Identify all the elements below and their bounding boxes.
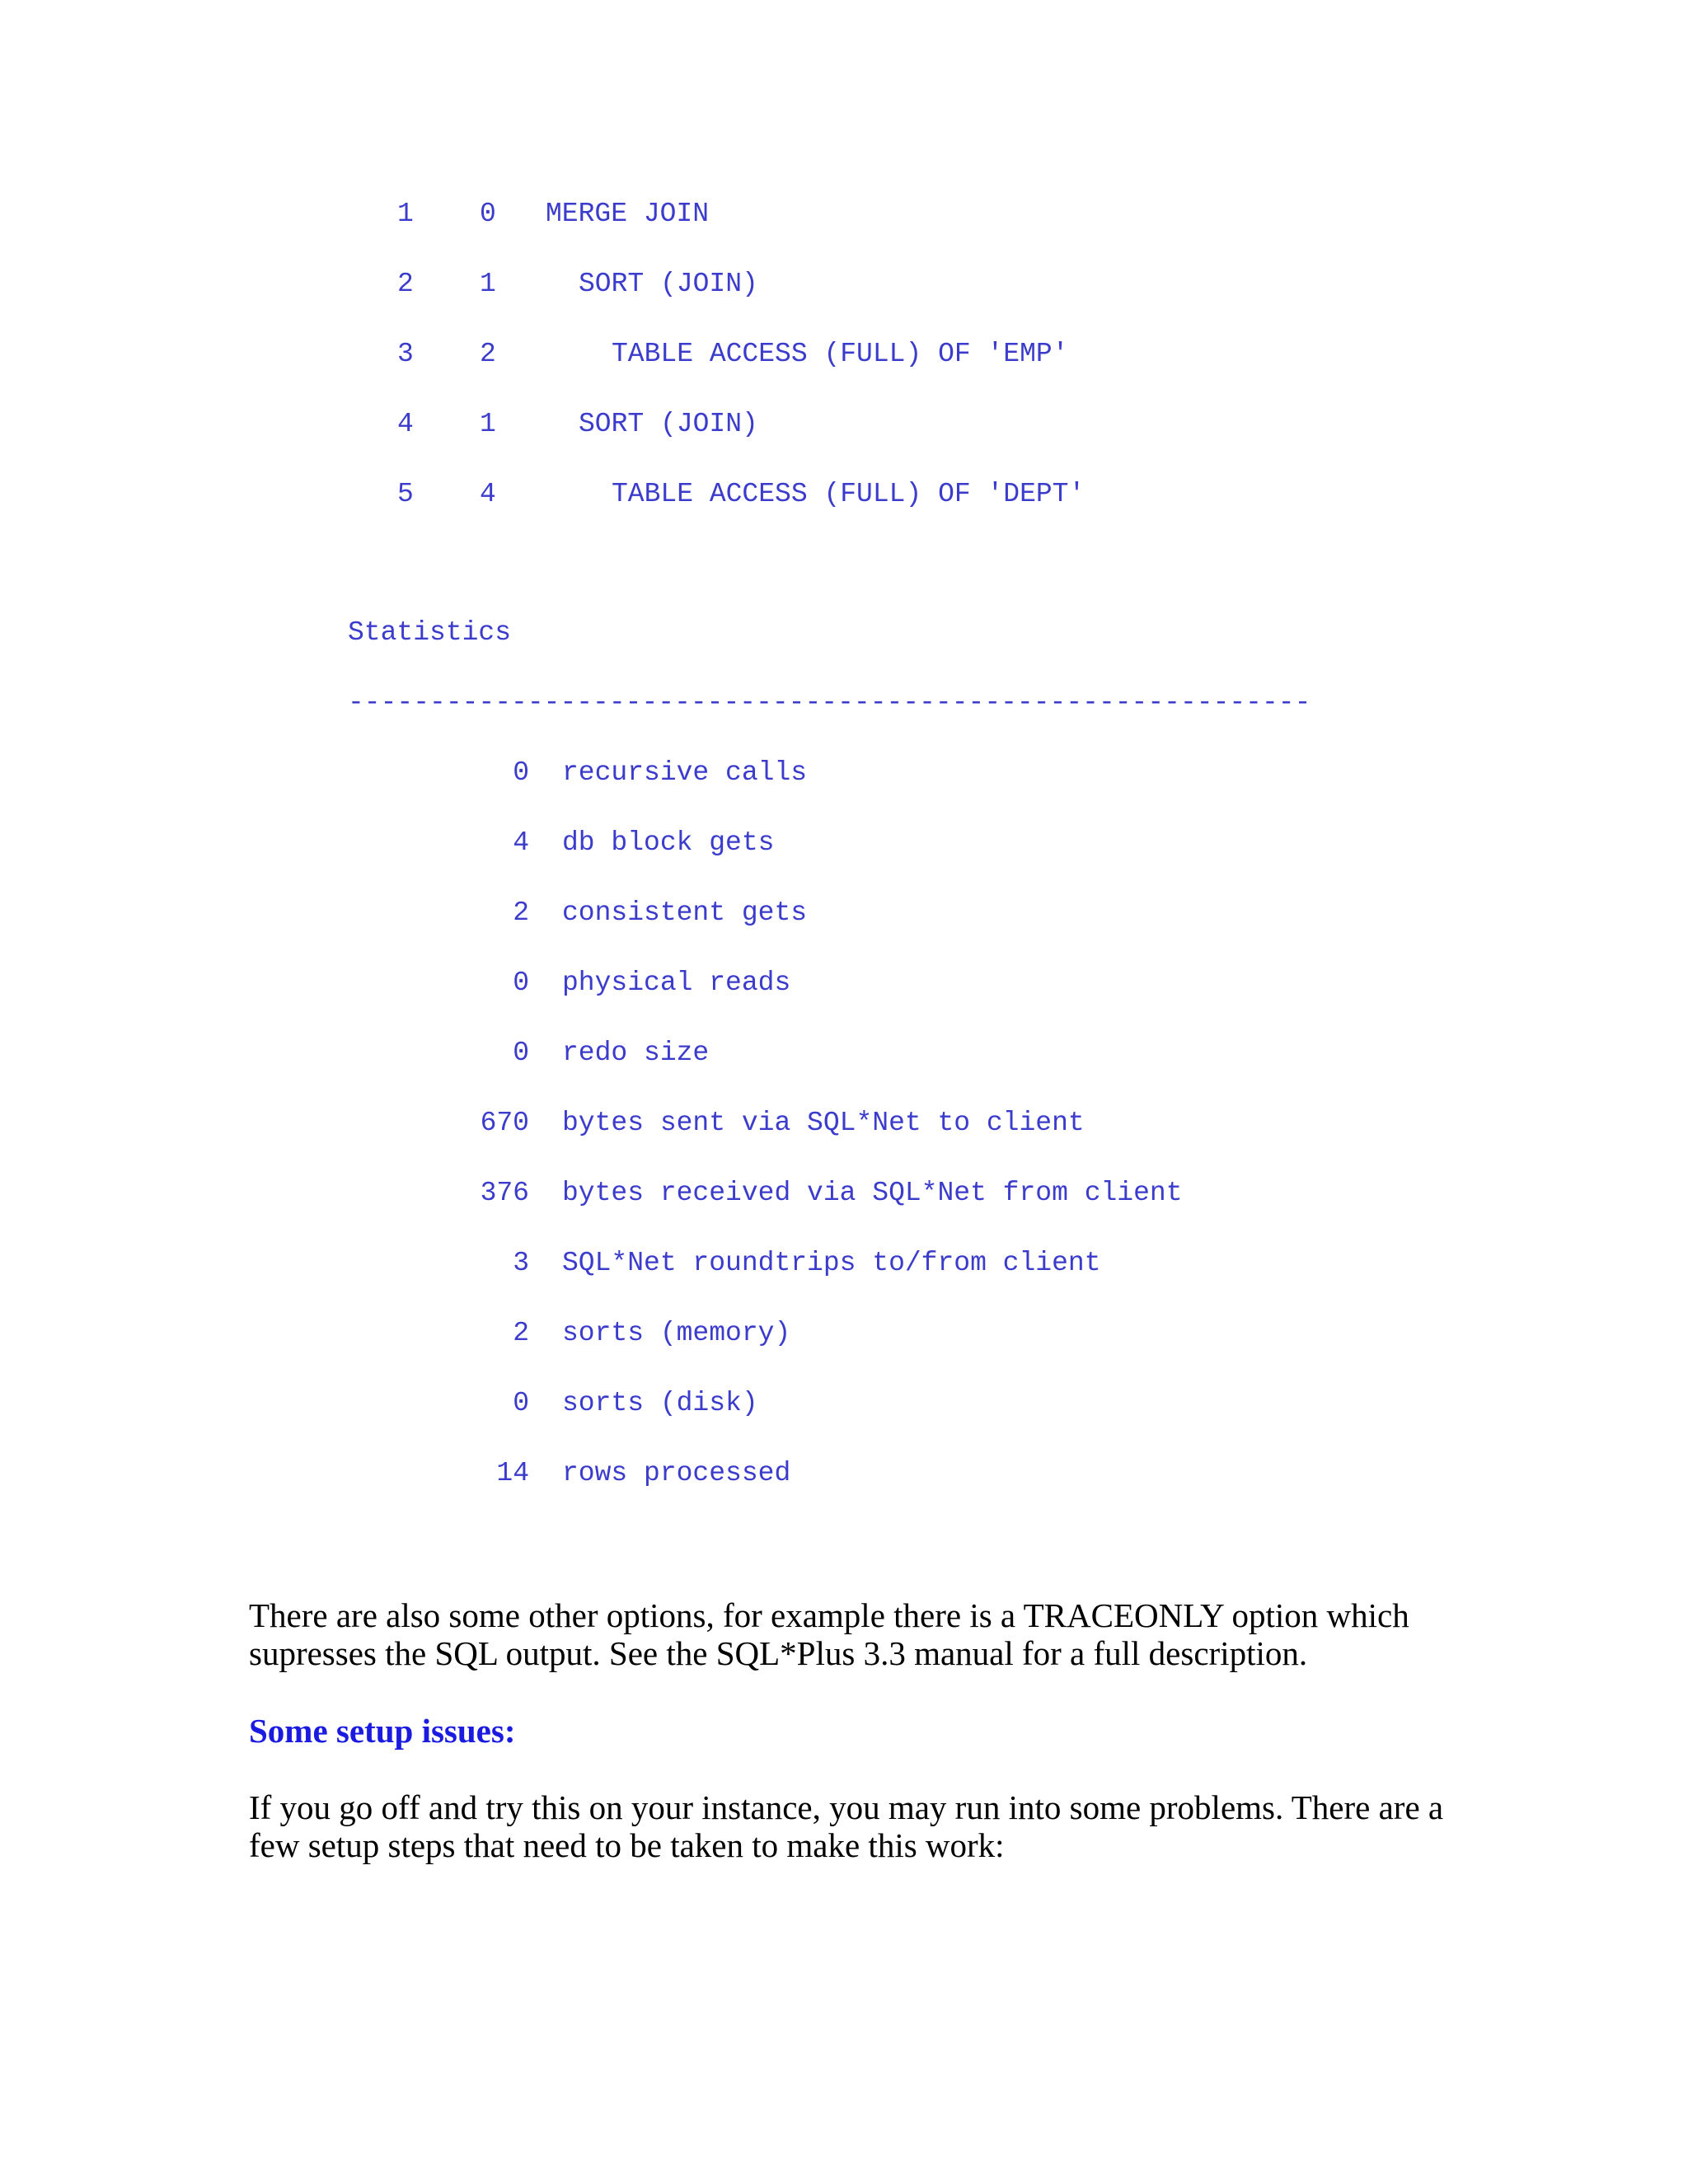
statistics-block <box>0 616 1311 1488</box>
stat-value: 2 <box>513 898 529 928</box>
plan-id: 4 <box>397 409 414 439</box>
stat-value: 2 <box>513 1318 529 1348</box>
statistics-divider-text: ----------------------------------------------------------- <box>348 687 1311 718</box>
stat-row <box>0 1387 1484 1420</box>
plan-parent: 2 <box>480 339 496 369</box>
plan-id: 3 <box>397 339 414 369</box>
plan-row <box>0 338 1319 371</box>
paragraph-traceonly: There are also some other options, for example there is a TRACEONLY option which supresses the SQL output. See the SQL*Plus 3.3 manual for a full description. <box>249 1596 1409 1672</box>
plan-id: 5 <box>397 479 414 509</box>
plan-row <box>0 478 1319 511</box>
stat-value: 4 <box>513 827 529 858</box>
stat-label: bytes received via SQL*Net from client <box>562 1178 1183 1208</box>
stat-value: 3 <box>513 1248 529 1278</box>
stat-row <box>0 897 1484 930</box>
stat-row <box>0 1457 1484 1490</box>
stat-value: 376 <box>480 1178 529 1208</box>
stat-row <box>0 1107 1484 1140</box>
stat-value: 670 <box>480 1108 529 1138</box>
stat-value: 0 <box>513 1388 529 1418</box>
stat-label: bytes sent via SQL*Net to client <box>562 1108 1085 1138</box>
stat-label: db block gets <box>562 827 775 858</box>
stat-row <box>0 827 1484 860</box>
section-heading: Some setup issues: <box>249 1712 516 1750</box>
stat-label: consistent gets <box>562 898 808 928</box>
execution-plan <box>0 198 1085 509</box>
statistics-divider <box>0 687 1484 719</box>
plan-row <box>0 198 1319 231</box>
stat-label: redo size <box>562 1038 710 1068</box>
stat-row <box>0 1177 1484 1210</box>
plan-parent: 1 <box>480 409 496 439</box>
stat-row <box>0 757 1484 790</box>
stat-label: SQL*Net roundtrips to/from client <box>562 1248 1101 1278</box>
plan-parent: 1 <box>480 269 496 299</box>
plan-operation: TABLE ACCESS (FULL) OF 'EMP' <box>612 339 1069 369</box>
plan-operation: TABLE ACCESS (FULL) OF 'DEPT' <box>612 479 1085 509</box>
plan-operation: SORT (JOIN) <box>579 269 758 299</box>
plan-operation: SORT (JOIN) <box>579 409 758 439</box>
plan-parent: 4 <box>480 479 496 509</box>
stat-row <box>0 1037 1484 1070</box>
stat-label: rows processed <box>562 1458 791 1488</box>
stat-label: sorts (memory) <box>562 1318 791 1348</box>
plan-parent: 0 <box>480 199 496 229</box>
plan-id: 1 <box>397 199 414 229</box>
stat-row <box>0 1247 1484 1280</box>
stat-value: 0 <box>513 968 529 998</box>
stat-label: recursive calls <box>562 757 808 788</box>
stat-value: 14 <box>496 1458 529 1488</box>
plan-row <box>0 408 1319 441</box>
stat-row <box>0 967 1484 1000</box>
stat-row <box>0 1317 1484 1350</box>
stat-value: 0 <box>513 1038 529 1068</box>
stat-label: physical reads <box>562 968 791 998</box>
statistics-title <box>0 616 1484 649</box>
stat-value: 0 <box>513 757 529 788</box>
plan-id: 2 <box>397 269 414 299</box>
plan-operation: MERGE JOIN <box>546 199 710 229</box>
plan-row <box>0 268 1319 301</box>
statistics-title-text: Statistics <box>348 617 512 648</box>
paragraph-setup: If you go off and try this on your instance, you may run into some problems. There are a few setup steps that need to be taken to make this work: <box>249 1788 1444 1864</box>
stat-label: sorts (disk) <box>562 1388 758 1418</box>
